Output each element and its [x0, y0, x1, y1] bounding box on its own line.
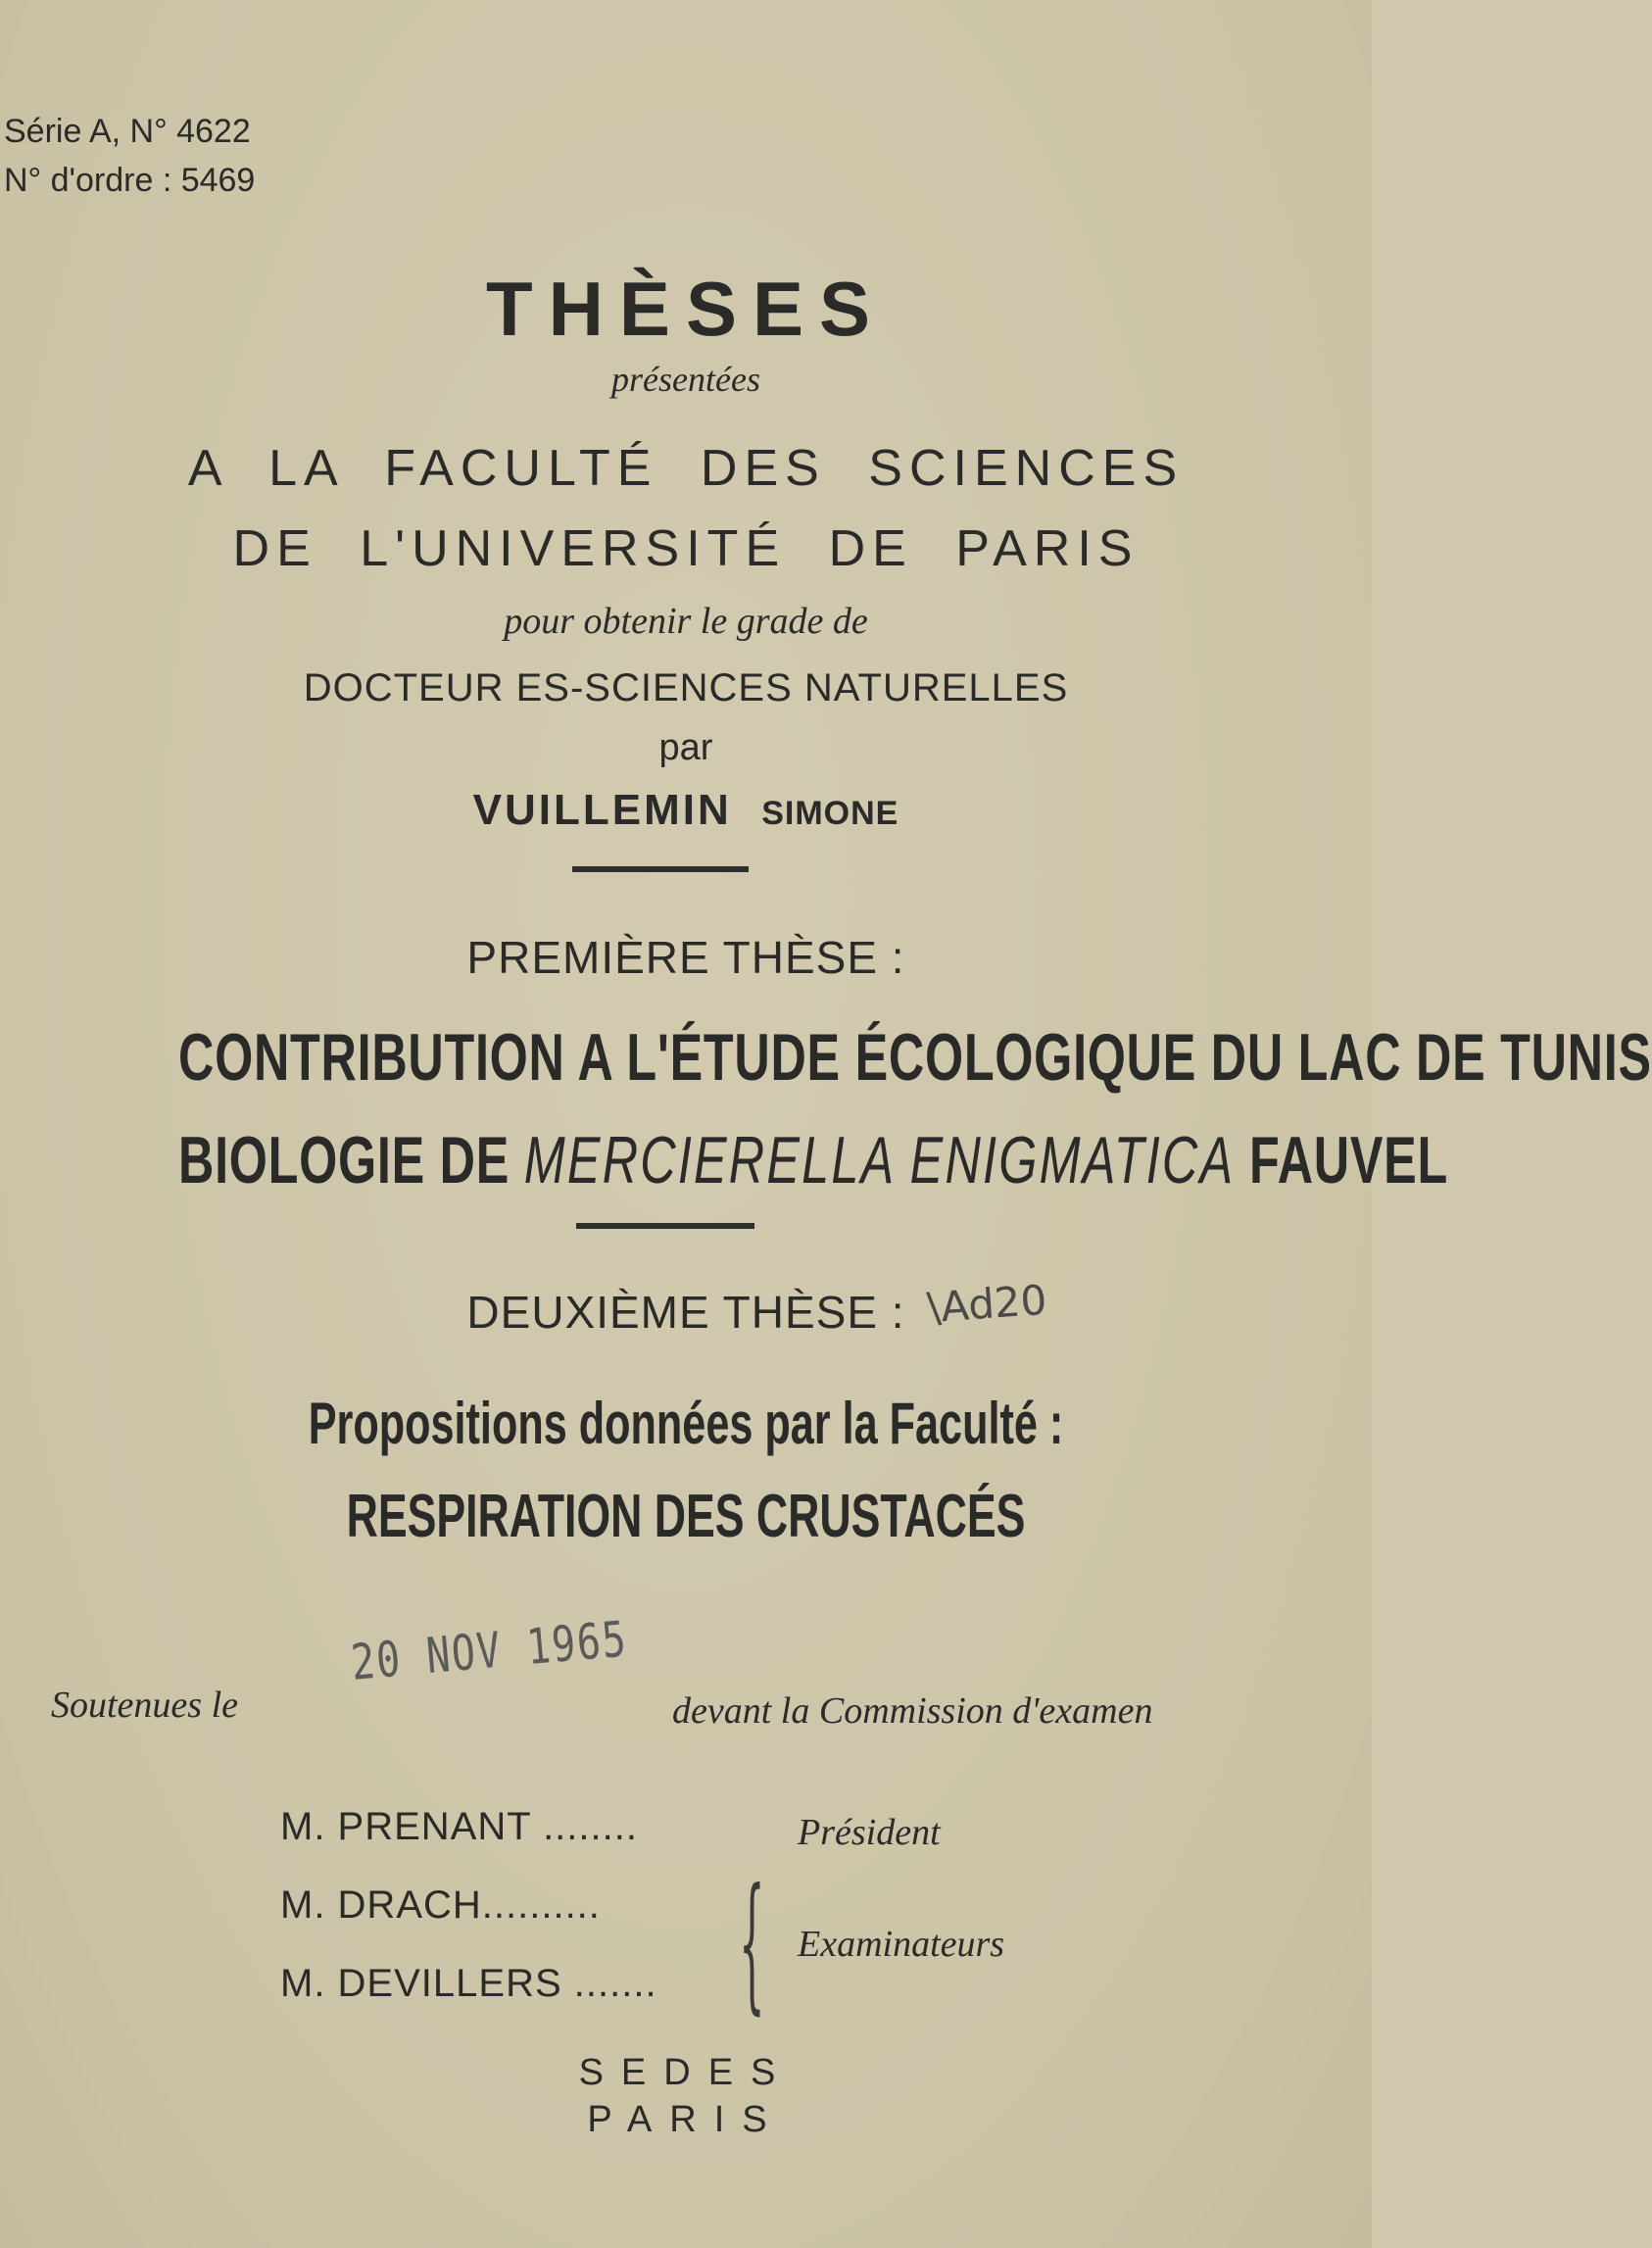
brace-icon: {	[739, 1858, 765, 2028]
series-number: Série A, N° 4622	[4, 113, 251, 150]
first-thesis-label: PREMIÈRE THÈSE :	[466, 932, 905, 983]
order-number: N° d'ordre : 5469	[4, 162, 256, 199]
examiners-role: Examinateurs	[798, 1924, 1005, 1965]
degree-title: DOCTEUR ES-SCIENCES NATURELLES	[303, 666, 1069, 709]
divider-rule	[576, 1223, 754, 1229]
divider-rule	[572, 866, 749, 872]
second-thesis-label: DEUXIÈME THÈSE :	[466, 1287, 905, 1338]
second-thesis-subject: RESPIRATION DES CRUSTACÉS	[346, 1483, 1026, 1550]
before-commission-text: devant la Commission d'examen	[672, 1690, 1153, 1732]
author-name	[0, 786, 1372, 835]
presentees-text: présentées	[611, 360, 760, 399]
species-author: FAUVEL	[1249, 1123, 1448, 1197]
faculty-line: A LA FACULTÉ DES SCIENCES	[187, 440, 1185, 497]
handwritten-note: \Ad20	[925, 1275, 1048, 1333]
propositions-line: Propositions données par la Faculté :	[308, 1391, 1064, 1456]
president-role: Président	[798, 1812, 941, 1853]
author-last-name: VUILLEMIN	[472, 786, 732, 834]
university-line: DE L'UNIVERSITÉ DE PARIS	[232, 520, 1140, 577]
publisher-city: PARIS	[587, 2099, 785, 2140]
par-text: par	[658, 727, 713, 768]
first-thesis-title-line2	[178, 1122, 1448, 1198]
theses-heading: THÈSES	[485, 266, 887, 352]
obtain-degree-text: pour obtenir le grade de	[504, 601, 868, 642]
publisher-name: SEDES	[578, 2052, 794, 2093]
defended-on-text: Soutenues le	[51, 1685, 239, 1726]
jury-member: M. DRACH..........	[280, 1883, 601, 1927]
species-name: MERCIERELLA ENIGMATICA	[523, 1123, 1236, 1197]
jury-member: M. DEVILLERS .......	[280, 1962, 657, 2005]
first-thesis-title-line1: CONTRIBUTION A L'ÉTUDE ÉCOLOGIQUE DU LAC DE TUNIS	[178, 1020, 1652, 1095]
jury-member: M. PRENANT ........	[280, 1805, 638, 1848]
date-stamp: 20 NOV 1965	[349, 1610, 630, 1691]
author-first-name: SIMONE	[761, 795, 899, 832]
title-biology-prefix: BIOLOGIE DE	[178, 1123, 510, 1197]
